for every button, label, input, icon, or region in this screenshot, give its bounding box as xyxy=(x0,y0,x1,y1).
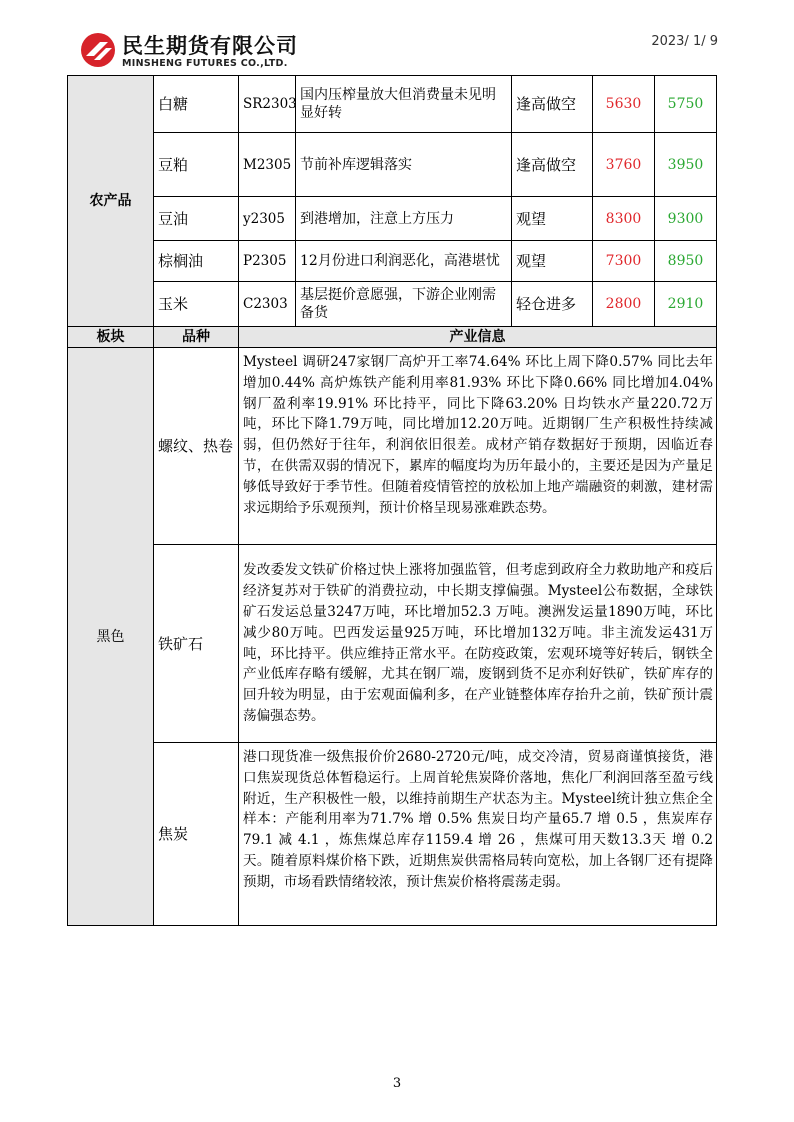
strategy: 逢高做空 xyxy=(512,76,593,133)
contract-code: M2305 xyxy=(239,133,296,197)
price-low: 5630 xyxy=(593,76,655,133)
variety-name: 玉米 xyxy=(154,282,239,327)
price-high: 3950 xyxy=(655,133,717,197)
table-row xyxy=(68,76,717,133)
table-row xyxy=(68,197,717,241)
price-high: 8950 xyxy=(655,241,717,282)
strategy: 逢高做空 xyxy=(512,133,593,197)
price-low: 7300 xyxy=(593,241,655,282)
price-high: 9300 xyxy=(655,197,717,241)
variety-name: 白糖 xyxy=(154,76,239,133)
sector-agri: 农产品 xyxy=(68,76,154,327)
industry-info: 基层挺价意愿强，下游企业刚需备货 xyxy=(296,282,512,327)
industry-info: 节前补库逻辑落实 xyxy=(296,133,512,197)
report-date: 2023/ 1/ 9 xyxy=(651,34,718,49)
industry-info: 12月份进口利润恶化，高港堪忧 xyxy=(296,241,512,282)
contract-code: SR2303 xyxy=(239,76,296,133)
price-low: 3760 xyxy=(593,133,655,197)
column-header-sector: 板块 xyxy=(68,327,154,348)
variety-name: 豆粕 xyxy=(154,133,239,197)
industry-info-paragraph: 发改委发文铁矿价格过快上涨将加强监管，但考虑到政府全力救助地产和疫后经济复苏对于铁矿的消费拉动，中长期支撑偏强。Mysteel公布数据，全球铁矿石发运总量3247万吨，环比增加52.3 万吨。澳洲发运量1890万吨，环比减少80万吨。巴西发运量925万吨，环比增加132万吨。非主流发运431万吨，环比持平。供应维持正常水平。在防疫政策，宏观环境等好转后，钢铁全产业低库存略有缓解，尤其在钢厂端，废钢到货不足亦利好铁矿，铁矿库存的回升较为明显，由于宏观面偏利多，在产业链整体库存抬升之前，铁矿预计震荡偏强态势。 xyxy=(239,545,717,743)
contract-code: y2305 xyxy=(239,197,296,241)
page-number: 3 xyxy=(392,1076,402,1091)
industry-info-paragraph: Mysteel 调研247家钢厂高炉开工率74.64% 环比上周下降0.57% 同比去年增加0.44% 高炉炼铁产能利用率81.93% 环比下降0.66% 同比增加4.04% 钢厂盈利率19.91% 环比持平，同比下降63.20% 日均铁水产量220.72万吨，环比下降1.79万吨，同比增加12.20万吨。近期钢厂生产积极性持续减弱，但仍然好于往年，利润依旧很差。成材产销存数据好于预期，因临近春节，在供需双弱的情况下，累库的幅度均为历年最小的，主要还是因为产量足够低导致好于季节性。但随着疫情管控的放松加上地产端融资的刺激，建材需求远期给予乐观预判，预计价格呈现易涨难跌态势。 xyxy=(239,348,717,545)
company-logo xyxy=(80,28,320,72)
variety-name: 焦炭 xyxy=(154,743,239,926)
industry-info: 国内压榨量放大但消费量未见明显好转 xyxy=(296,76,512,133)
column-header-row xyxy=(68,327,717,348)
table-row xyxy=(68,241,717,282)
price-low: 2800 xyxy=(593,282,655,327)
variety-name: 豆油 xyxy=(154,197,239,241)
industry-info: 到港增加，注意上方压力 xyxy=(296,197,512,241)
industry-info-paragraph: 港口现货准一级焦报价价2680-2720元/吨，成交冷清，贸易商谨慎接货，港口焦炭现货总体暂稳运行。上周首轮焦炭降价落地，焦化厂利润回落至盈亏线附近，生产积极性一般，以维持前期生产状态为主。Mysteel统计独立焦企全样本：产能利用率为71.7% 增 0.5% 焦炭日均产量65.7 增 0.5 ，焦炭库存79.1 减 4.1 ，炼焦煤总库存1159.4 增 26 ，焦煤可用天数13.3天 增 0.2 天。随着原料煤价格下跌，近期焦炭供需格局转向宽松，加上各钢厂还有提降预期，市场看跌情绪较浓，预计焦炭价格将震荡走弱。 xyxy=(239,743,717,926)
table-row xyxy=(68,545,717,743)
contract-code: C2303 xyxy=(239,282,296,327)
variety-name: 棕榈油 xyxy=(154,241,239,282)
contract-code: P2305 xyxy=(239,241,296,282)
minsheng-logo-icon xyxy=(80,32,116,68)
variety-name: 铁矿石 xyxy=(154,545,239,743)
table-row xyxy=(68,282,717,327)
strategy-table xyxy=(67,75,717,926)
company-name-en: MINSHENG FUTURES CO.,LTD. xyxy=(122,58,288,69)
strategy: 轻仓进多 xyxy=(512,282,593,327)
table-row xyxy=(68,743,717,926)
column-header-info: 产业信息 xyxy=(239,327,717,348)
column-header-variety: 品种 xyxy=(154,327,239,348)
strategy: 观望 xyxy=(512,197,593,241)
table-row xyxy=(68,348,717,545)
variety-name: 螺纹、热卷 xyxy=(154,348,239,545)
table-row xyxy=(68,133,717,197)
price-high: 5750 xyxy=(655,76,717,133)
strategy: 观望 xyxy=(512,241,593,282)
price-high: 2910 xyxy=(655,282,717,327)
price-low: 8300 xyxy=(593,197,655,241)
company-name-cn: 民生期货有限公司 xyxy=(122,34,298,58)
sector-black: 黑色 xyxy=(68,348,154,926)
